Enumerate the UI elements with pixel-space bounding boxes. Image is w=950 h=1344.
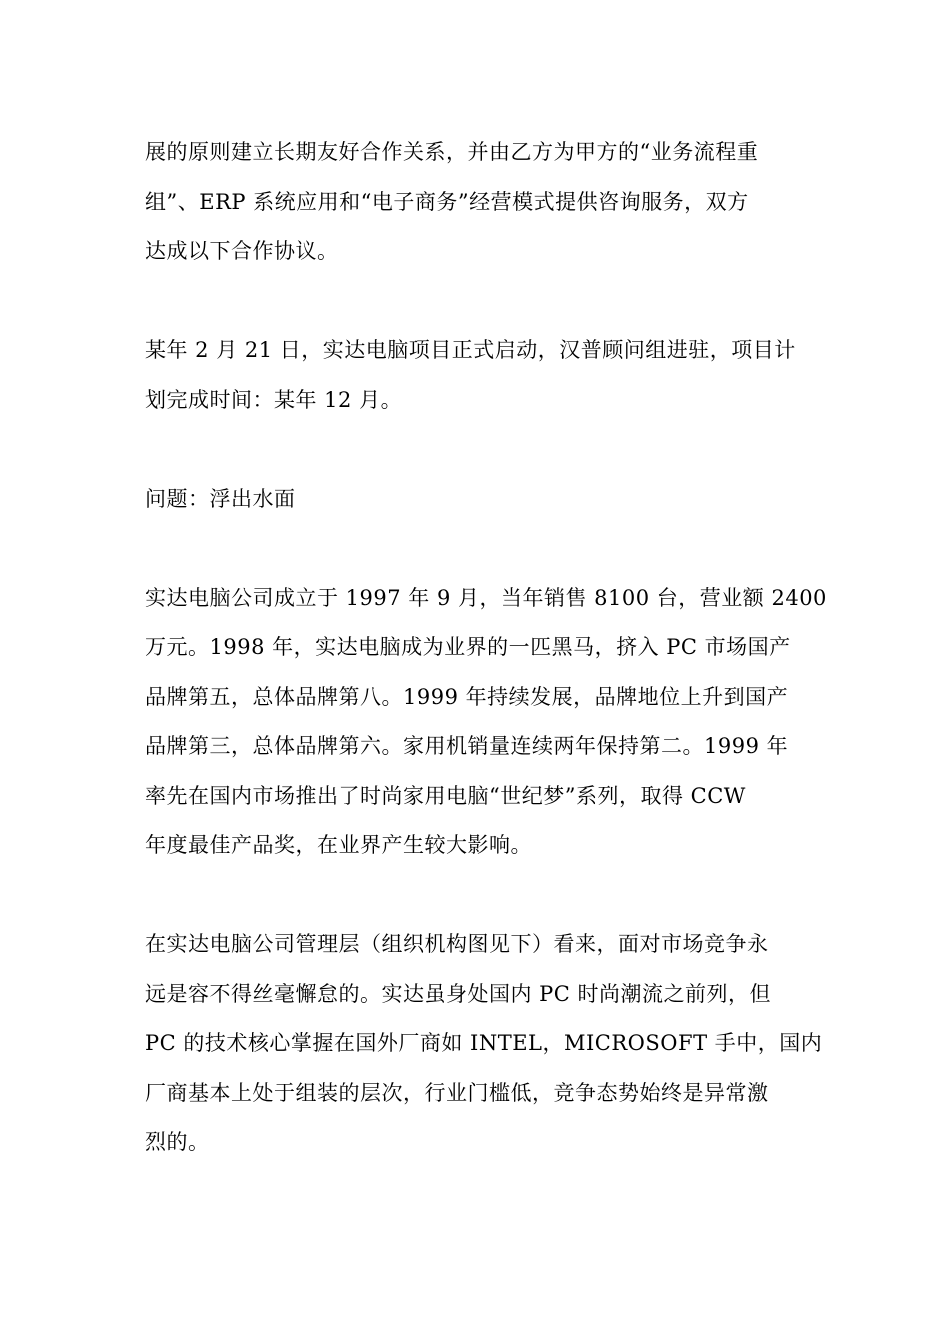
- text-line: 品牌第五，总体品牌第八。1999 年持续发展，品牌地位上升到国产: [145, 684, 789, 709]
- section-heading-problem: [145, 475, 810, 525]
- paragraph-project-launch: [145, 326, 810, 425]
- text-line: 划完成时间：某年 12 月。: [145, 387, 403, 412]
- text-line: 品牌第三，总体品牌第六。家用机销量连续两年保持第二。1999 年: [145, 734, 789, 758]
- text-line: 在实达电脑公司管理层（组织机构图见下）看来，面对市场竞争永: [145, 932, 769, 956]
- text-line: 组”、ERP 系统应用和“电子商务”经营模式提供咨询服务，双方: [145, 189, 749, 214]
- document-body: [145, 128, 827, 1168]
- text-line: 率先在国内市场推出了时尚家用电脑“世纪梦”系列，取得 CCW: [145, 783, 746, 808]
- text-line: 远是容不得丝毫懈怠的。实达虽身处国内 PC 时尚潮流之前列，但: [145, 981, 772, 1006]
- paragraph-company-history: [145, 574, 827, 871]
- paragraph-market-competition: [145, 920, 823, 1168]
- text-line: 厂商基本上处于组装的层次，行业门槛低，竞争态势始终是异常激: [145, 1080, 769, 1105]
- text-line: 某年 2 月 21 日，实达电脑项目正式启动，汉普顾问组进驻，项目计: [145, 338, 796, 362]
- text-line: 烈的。: [145, 1130, 210, 1154]
- text-line: 展的原则建立长期友好合作关系，并由乙方为甲方的“业务流程重: [145, 140, 759, 164]
- text-line: 达成以下合作协议。: [145, 239, 339, 263]
- text-line: 年度最佳产品奖，在业界产生较大影响。: [145, 833, 532, 857]
- paragraph-cooperation-agreement: [145, 128, 810, 277]
- text-line: 实达电脑公司成立于 1997 年 9 月，当年销售 8100 台，营业额 2400: [145, 585, 827, 610]
- text-line: 万元。1998 年，实达电脑成为业界的一匹黑马，挤入 PC 市场国产: [145, 635, 791, 659]
- text-line: PC 的技术核心掌握在国外厂商如 INTEL，MICROSOFT 手中，国内: [145, 1031, 823, 1055]
- text-line: 问题：浮出水面: [145, 486, 296, 511]
